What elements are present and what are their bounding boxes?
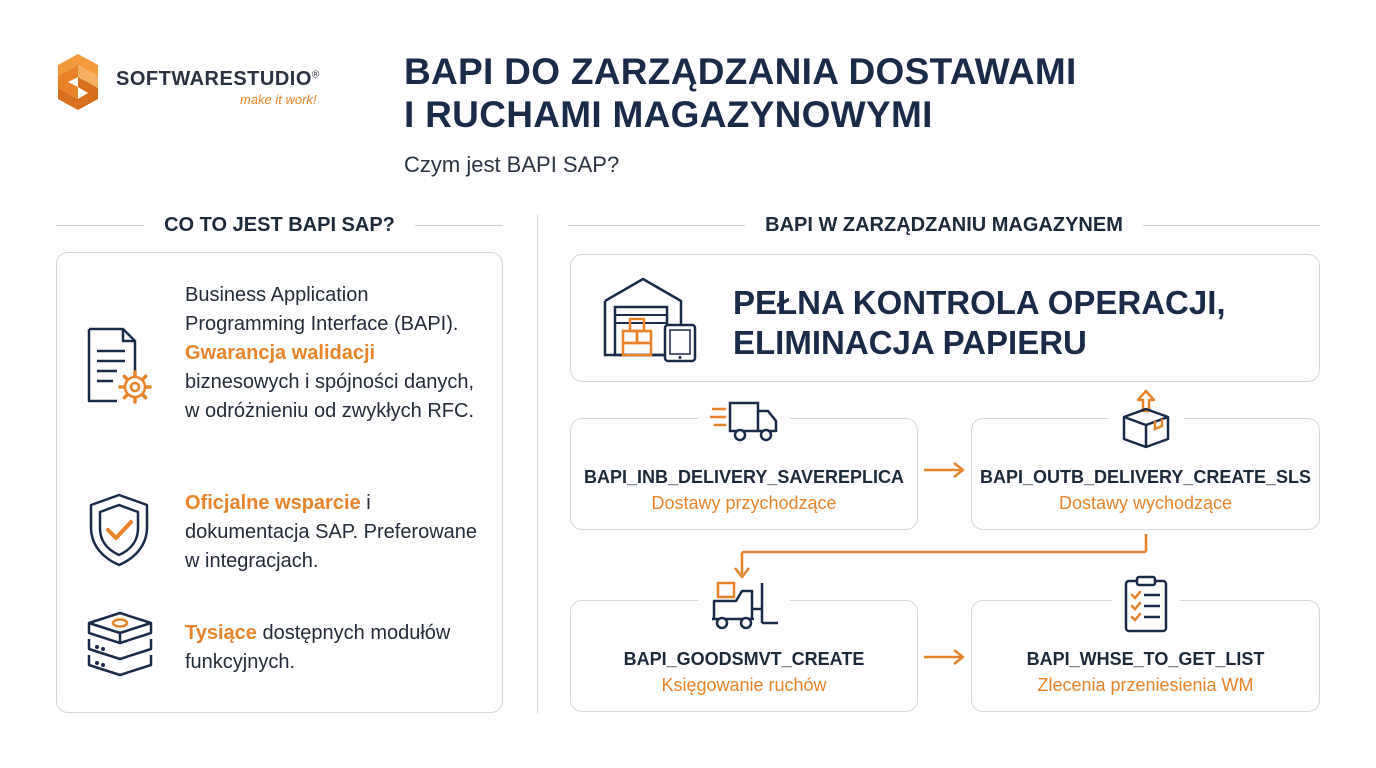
bapi-definition-card xyxy=(56,252,503,713)
shield-check-icon xyxy=(83,491,155,569)
softwarestudio-logo-mark xyxy=(56,52,100,112)
full-control-title-line-1: PEŁNA KONTROLA OPERACJI, xyxy=(733,284,1226,321)
arrow-right-icon xyxy=(924,463,963,477)
arrow-right-icon xyxy=(924,650,963,664)
heading-rule-left xyxy=(568,225,745,226)
page-title xyxy=(404,50,1224,136)
step-inbound-delivery xyxy=(570,418,918,530)
server-stack-icon xyxy=(83,609,157,681)
right-section-heading xyxy=(568,210,1320,240)
full-control-card xyxy=(570,254,1320,382)
full-control-title xyxy=(733,283,1226,363)
feature-validation-rest: biznesowych i spójności danych, w odróżnieniu od zwykłych RFC. xyxy=(185,371,475,422)
document-gear-icon xyxy=(83,325,155,407)
page-title-line-2: I RUCHAMI MAGAZYNOWYMI xyxy=(404,94,933,135)
heading-rule-right xyxy=(1143,225,1320,226)
feature-official-support-highlight: Oficjalne wsparcie xyxy=(185,492,361,514)
right-section-heading-label: BAPI W ZARZĄDZANIU MAGAZYNEM xyxy=(765,213,1123,236)
warehouse-tablet-icon xyxy=(601,271,701,363)
step-goods-movement xyxy=(570,600,918,712)
full-control-title-line-2: ELIMINACJA PAPIERU xyxy=(733,324,1087,361)
feature-thousands-modules-text xyxy=(185,619,465,677)
step-bapi-name: BAPI_GOODSMVT_CREATE xyxy=(623,649,865,669)
step-description: Zlecenia przeniesienia WM xyxy=(1037,675,1254,695)
page-subtitle: Czym jest BAPI SAP? xyxy=(404,152,620,177)
step-description: Dostawy przychodzące xyxy=(651,493,837,513)
heading-rule-right xyxy=(415,225,503,226)
feature-validation-text xyxy=(185,281,485,426)
step-description: Dostawy wychodzące xyxy=(1058,493,1233,513)
step-transfer-orders xyxy=(971,600,1320,712)
feature-thousands-modules-highlight: Tysiące xyxy=(185,622,257,644)
logo-brand-text: SOFTWARESTUDIO® xyxy=(116,68,320,90)
feature-official-support-rest: i dokumentacja SAP. Preferowane w integracjach. xyxy=(185,492,478,572)
forklift-icon xyxy=(708,579,780,631)
page-title-line-1: BAPI DO ZARZĄDZANIA DOSTAWAMI xyxy=(404,51,1077,92)
heading-rule-left xyxy=(56,225,144,226)
company-logo xyxy=(56,52,346,114)
feature-thousands-modules-rest: dostępnych modułów funkcyjnych. xyxy=(185,622,451,673)
step-bapi-name: BAPI_WHSE_TO_GET_LIST xyxy=(1026,649,1265,669)
feature-official-support-text xyxy=(185,489,495,576)
step-outbound-delivery xyxy=(971,418,1320,530)
feature-validation-highlight: Gwarancja walidacji xyxy=(185,342,376,364)
clipboard-check-icon xyxy=(1122,575,1170,633)
left-section-heading-label: CO TO JEST BAPI SAP? xyxy=(164,213,395,236)
step-bapi-name: BAPI_INB_DELIVERY_SAVEREPLICA xyxy=(583,467,905,487)
left-section-heading xyxy=(56,210,503,240)
step-description: Księgowanie ruchów xyxy=(661,675,827,695)
feature-validation-lead: Business Application Programming Interface (BAPI). xyxy=(185,284,459,335)
step-bapi-name: BAPI_OUTB_DELIVERY_CREATE_SLS xyxy=(979,467,1312,487)
section-divider xyxy=(537,214,538,714)
truck-icon xyxy=(708,397,780,445)
box-up-icon xyxy=(1118,389,1174,449)
logo-tagline: make it work! xyxy=(240,92,317,107)
return-arrow-icon xyxy=(735,534,1146,577)
